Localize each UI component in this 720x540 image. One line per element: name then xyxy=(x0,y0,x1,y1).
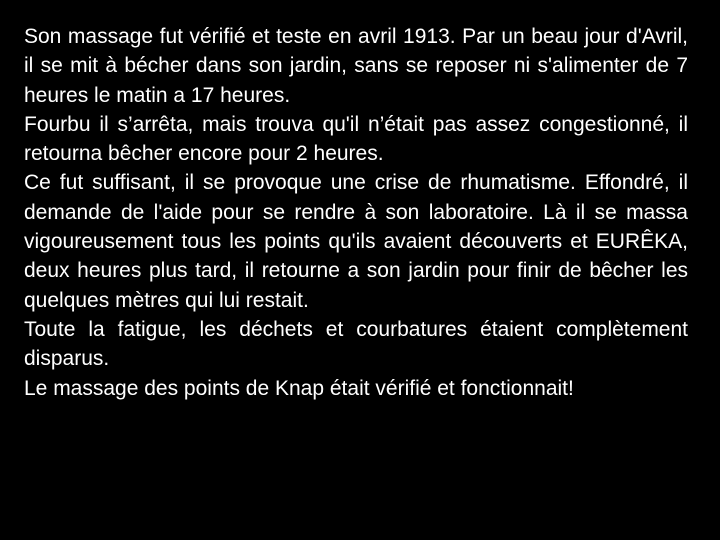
paragraph-5: Le massage des points de Knap était vérifié et fonctionnait! xyxy=(24,376,574,400)
paragraph-1: Son massage fut vérifié et teste en avril 1913. Par un beau jour d'Avril, il se mit à bécher dans son jardin, sans se reposer ni s'alimenter de 7 heures le matin a 17 heures. xyxy=(24,25,688,107)
paragraph-3: Ce fut suffisant, il se provoque une crise de rhumatisme. Effondré, il demande de l'aide pour se rendre à son laboratoire. Là il se massa vigoureusement tous les points qu'ils avaient découverts et EURÊKA, deux heures plus tard, il retourne a son jardin pour finir de bêcher les quelques mètres qui lui restait. xyxy=(24,171,688,312)
text-block xyxy=(24,22,688,403)
paragraph-2: Fourbu il s’arrêta, mais trouva qu'il n’était pas assez congestionné, il retourna bêcher encore pour 2 heures. xyxy=(24,112,688,166)
paragraph-4: Toute la fatigue, les déchets et courbatures étaient complètement disparus. xyxy=(24,317,688,371)
